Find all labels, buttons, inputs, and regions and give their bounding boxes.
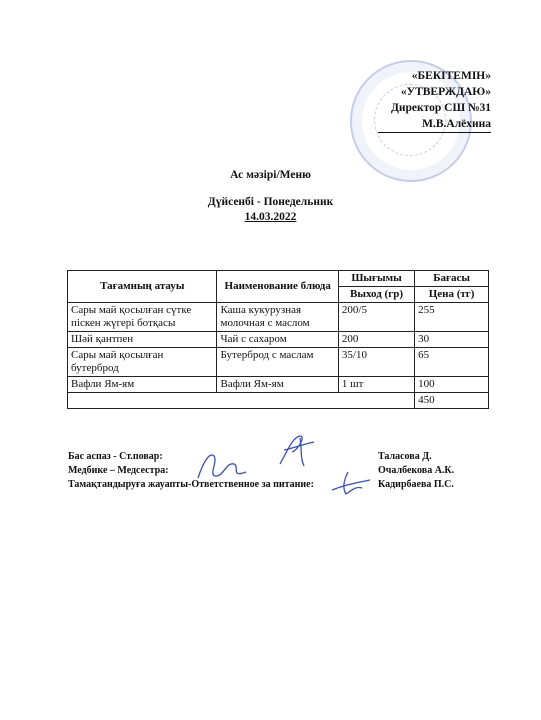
total-label-cell [68,393,415,409]
cell-yield: 200/5 [338,303,414,332]
signature-role: Бас аспаз - Ст.повар: [68,451,163,462]
table-row [68,377,489,393]
signature-row [68,464,468,478]
table-row [68,303,489,332]
total-price: 450 [415,393,489,409]
cell-yield: 200 [338,332,414,348]
director-name: М.В.Алёхина [378,116,491,133]
cell-kz: Сары май қосылған сүтке піскен жүгері ботқасы [68,303,217,332]
menu-title: Ас мәзірі/Меню [230,169,311,181]
signature-person: Очалбекова А.К. [378,465,455,476]
cell-kz: Вафли Ям-ям [68,377,217,393]
table-row [68,332,489,348]
cell-price: 100 [415,377,489,393]
cell-price: 30 [415,332,489,348]
table-header-row [68,271,489,287]
cell-ru: Бутерброд с маслам [217,348,338,377]
header-yield-ru: Выход (гр) [338,287,414,303]
cell-price: 255 [415,303,489,332]
approval-block [378,68,491,133]
cell-kz: Сары май қосылған бутерброд [68,348,217,377]
cell-price: 65 [415,348,489,377]
total-row [68,393,489,409]
director-title: Директор СШ №31 [390,102,491,114]
approval-kz: «БЕКІТЕМІН» [411,70,491,82]
header-yield-kz: Шығымы [338,271,414,287]
signature-role: Тамақтандыруға жауапты-Ответственное за питание: [68,479,314,490]
heading-block [0,168,541,225]
table-row [68,348,489,377]
signature-person: Кадирбаева П.С. [378,479,454,490]
signatures-block [68,450,468,492]
header-price-ru: Цена (тг) [415,287,489,303]
cell-ru: Вафли Ям-ям [217,377,338,393]
cell-ru: Каша кукурузная молочная с маслом [217,303,338,332]
header-ru-name: Наименование блюда [217,271,338,303]
approval-ru: «УТВЕРЖДАЮ» [400,86,491,98]
cell-kz: Шәй қантпен [68,332,217,348]
day-title: Дүйсенбі - Понедельник [207,196,334,208]
cell-ru: Чай с сахаром [217,332,338,348]
signature-row [68,450,468,464]
header-kz-name: Тағамның атауы [68,271,217,303]
header-price-kz: Бағасы [415,271,489,287]
signature-role: Медбике – Медсестра: [68,465,169,476]
signature-row [68,478,468,492]
menu-table [67,270,489,409]
menu-date: 14.03.2022 [244,211,297,223]
cell-yield: 1 шт [338,377,414,393]
signature-person: Таласова Д. [378,451,432,462]
cell-yield: 35/10 [338,348,414,377]
